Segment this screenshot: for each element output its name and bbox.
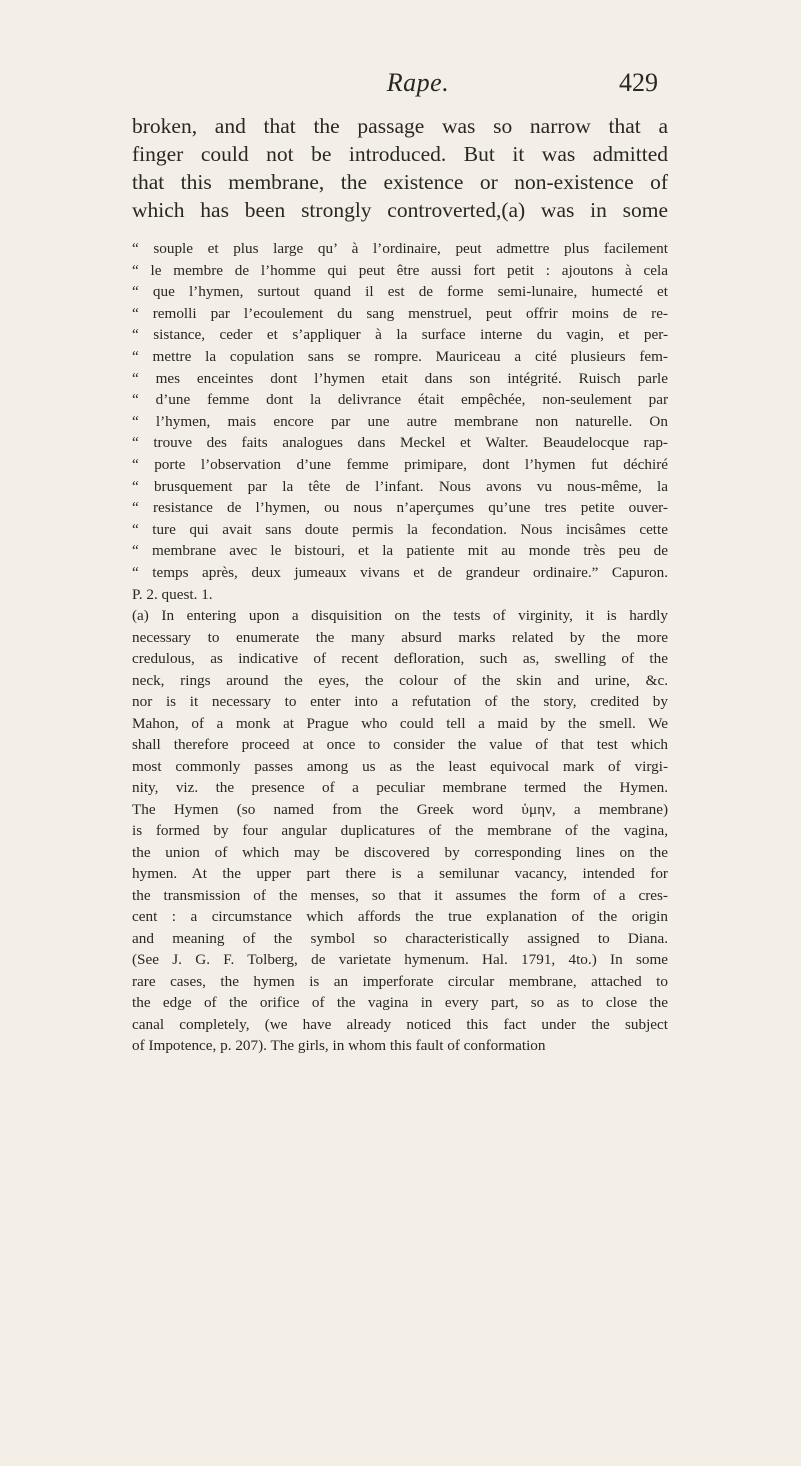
- footnote-line: nity, viz. the presence of a peculiar membrane termed the Hymen.: [132, 779, 668, 797]
- footnote-line: credulous, as indicative of recent defloration, such as, swelling of the: [132, 650, 668, 668]
- quote-line: “ ture qui avait sans doute permis la fecondation. Nous incisâmes cette: [132, 520, 668, 538]
- running-head: Rape.: [386, 68, 450, 97]
- quote-line: “ brusquement par la tête de l’infant. Nous avons vu nous-même, la: [132, 477, 668, 495]
- footnote-a: [132, 605, 668, 1057]
- footnote-line: (See J. G. F. Tolberg, de varietate hymenum. Hal. 1791, 4to.) In some: [132, 951, 668, 969]
- french-quotation: [132, 238, 668, 605]
- footnote-line: nor is it necessary to enter into a refutation of the story, credited by: [132, 693, 668, 711]
- main-paragraph: [132, 112, 668, 224]
- main-line: that this membrane, the existence or non-existence of: [132, 170, 668, 194]
- footnote-line: (a) In entering upon a disquisition on the tests of virginity, it is hardly: [132, 607, 668, 625]
- quote-line: “ que l’hymen, surtout quand il est de forme semi-lunaire, humecté et: [132, 283, 668, 301]
- quote-line: “ mettre la copulation sans se rompre. Mauriceau a cité plusieurs fem-: [132, 347, 668, 365]
- footnote-line: most commonly passes among us as the least equivocal mark of virgi-: [132, 757, 668, 775]
- quote-line: “ resistance de l’hymen, ou nous n’aperçumes qu’une tres petite ouver-: [132, 499, 668, 517]
- footnote-line: is formed by four angular duplicatures of the membrane of the vagina,: [132, 822, 668, 840]
- quote-line: “ souple et plus large qu’ à l’ordinaire, peut admettre plus facilement: [132, 240, 668, 257]
- footnote-line: cent : a circumstance which affords the true explanation of the origin: [132, 908, 668, 926]
- quote-line: “ membrane avec le bistouri, et la patiente mit au monde très peu de: [132, 542, 668, 560]
- quote-line: “ temps après, deux jumeaux vivans et de grandeur ordinaire.” Capuron.: [132, 563, 668, 581]
- page-header: [258, 68, 658, 102]
- quote-line: “ trouve des faits analogues dans Meckel et Walter. Beaudelocque rap-: [132, 434, 668, 452]
- main-line: broken, and that the passage was so narrow that a: [132, 114, 668, 138]
- quote-line: “ remolli par l’ecoulement du sang menstruel, peut offrir moins de re-: [132, 304, 668, 322]
- quote-line: “ sistance, ceder et s’appliquer à la surface interne du vagin, et per-: [132, 326, 668, 344]
- footnote-line: hymen. At the upper part there is a semilunar vacancy, intended for: [132, 865, 668, 883]
- main-line: finger could not be introduced. But it was admitted: [132, 142, 668, 166]
- footnote-line: rare cases, the hymen is an imperforate circular membrane, attached to: [132, 972, 668, 990]
- footnote-line: of Impotence, p. 207). The girls, in whom this fault of conformation: [132, 1037, 546, 1055]
- quote-line: “ mes enceintes dont l’hymen etait dans son intégrité. Ruisch parle: [132, 369, 668, 387]
- footnote-line: Mahon, of a monk at Prague who could tell a maid by the smell. We: [132, 714, 668, 732]
- footnote-line: and meaning of the symbol so characteristically assigned to Diana.: [132, 929, 668, 947]
- quote-citation: P. 2. quest. 1.: [132, 585, 213, 603]
- page-number: 429: [619, 68, 658, 97]
- footnote-line: canal completely, (we have already noticed this fact under the subject: [132, 1015, 668, 1033]
- quote-line: “ l’hymen, mais encore par une autre membrane non naturelle. On: [132, 412, 668, 430]
- footnote-line: the edge of the orifice of the vagina in every part, so as to close the: [132, 994, 668, 1012]
- body-text: [132, 112, 668, 1057]
- quote-line: “ d’une femme dont la delivrance était empêchée, non-seulement par: [132, 391, 668, 409]
- quote-line: “ le membre de l’homme qui peut être aussi fort petit : ajoutons à cela: [132, 261, 668, 279]
- main-line: which has been strongly controverted,(a) was in some: [132, 198, 668, 222]
- quote-line: “ porte l’observation d’une femme primipare, dont l’hymen fut déchiré: [132, 455, 668, 473]
- footnote-line: necessary to enumerate the many absurd marks related by the more: [132, 628, 668, 646]
- footnote-line: the transmission of the menses, so that it assumes the form of a cres-: [132, 886, 668, 904]
- footnote-line: neck, rings around the eyes, the colour of the skin and urine, &c.: [132, 671, 668, 689]
- footnote-line: the union of which may be discovered by corresponding lines on the: [132, 843, 668, 861]
- footnote-line: shall therefore proceed at once to consider the value of that test which: [132, 736, 668, 754]
- footnote-line: The Hymen (so named from the Greek word ὑμην, a membrane): [132, 800, 668, 818]
